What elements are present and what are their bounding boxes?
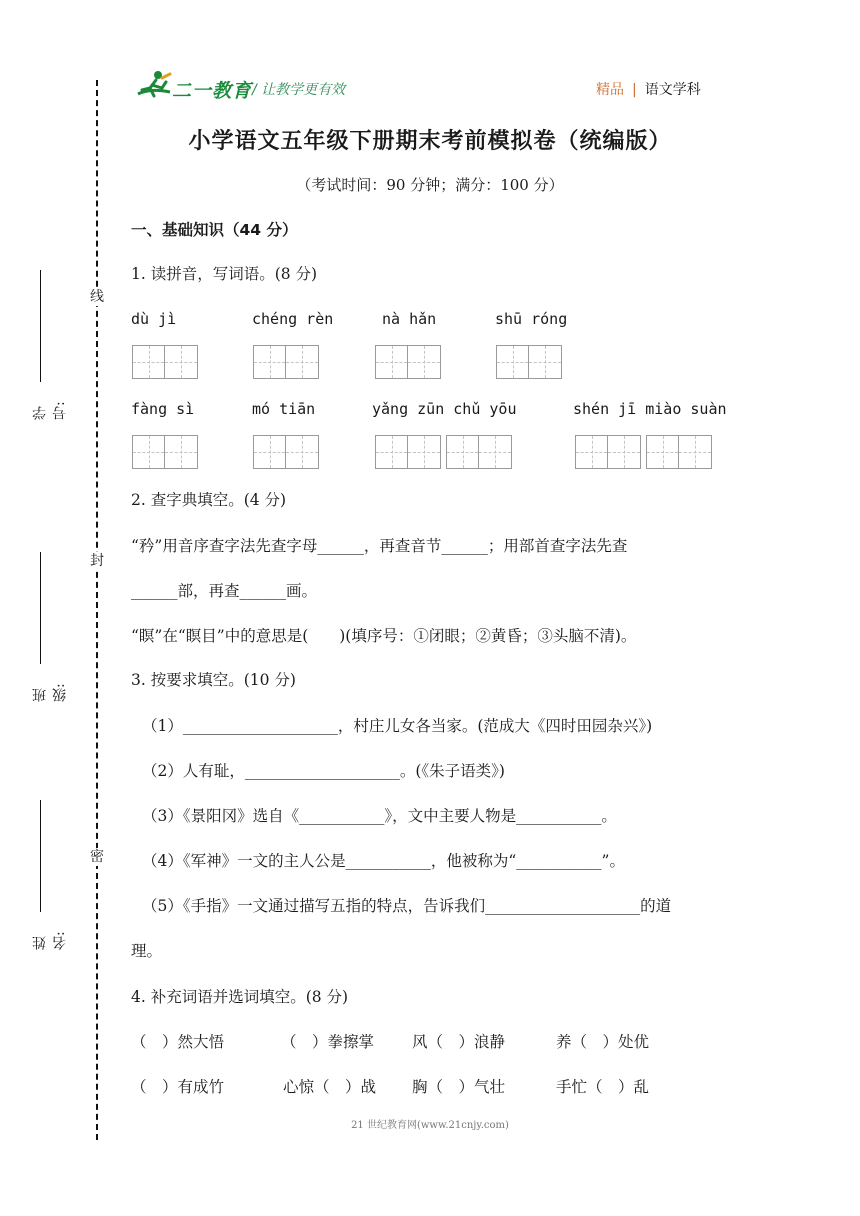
idiom-3: 风（ ）浪静 [412,1033,506,1051]
binding-dashed-line [96,80,98,1140]
grid-cell[interactable] [165,436,197,468]
answer-grid-8b[interactable] [646,435,712,469]
question-3-label: 3. 按要求填空。(10 分) [131,671,296,689]
grid-cell[interactable] [254,346,286,378]
grid-cell[interactable] [165,346,197,378]
grid-cell[interactable] [376,436,408,468]
logo-text: 二一教育 [172,80,253,102]
class-field[interactable] [28,552,68,702]
seal-char-feng: 封 [90,553,104,569]
grid-cell[interactable] [286,436,318,468]
grid-cell[interactable] [408,436,440,468]
grid-cell[interactable] [408,346,440,378]
subject-tag [596,79,701,99]
grid-cell[interactable] [376,346,408,378]
class-underline [40,552,41,664]
page-title: 小学语文五年级下册期末考前模拟卷（统编版） [188,129,672,154]
name-field[interactable] [28,800,68,950]
grid-cell[interactable] [447,436,479,468]
answer-grid-1[interactable] [132,345,198,379]
answer-grid-5[interactable] [132,435,198,469]
grid-cell[interactable] [647,436,679,468]
grid-cell[interactable] [679,436,711,468]
question-4-label: 4. 补充词语并选词填空。(8 分) [131,988,349,1006]
question-1-label: 1. 读拼音，写词语。(8 分) [131,265,318,283]
pinyin-6: mó tiān [252,400,316,418]
question-2-label: 2. 查字典填空。(4 分) [131,491,287,509]
exam-info: （考试时间：90 分钟；满分：100 分） [296,176,564,194]
grid-cell[interactable] [133,346,165,378]
slogan: / 让教学更有效 [252,82,346,98]
tag-separator: | [632,82,637,98]
answer-grid-8a[interactable] [575,435,641,469]
grid-cell[interactable] [254,436,286,468]
answer-grid-6[interactable] [253,435,319,469]
question-3-item-5: （5）《手指》一文通过描写五指的特点，告诉我们____________________的道 [142,897,672,915]
idiom-5: （ ）有成竹 [131,1078,225,1096]
student-id-label: 学号: [32,401,68,420]
question-3-item-4: （4）《军神》一文的主人公是___________，他被称为“___________”。 [142,852,625,870]
pinyin-5: fàng sì [131,400,195,418]
grid-cell[interactable] [286,346,318,378]
answer-grid-7a[interactable] [375,435,441,469]
name-label: 姓名: [32,931,68,950]
subject-label: 语文学科 [644,82,701,98]
question-3-item-3: （3）《景阳冈》选自《___________》，文中主要人物是___________。 [142,807,617,825]
pinyin-1: dù jì [131,310,177,328]
answer-grid-2[interactable] [253,345,319,379]
idiom-8: 手忙（ ）乱 [556,1078,650,1096]
seal-char-mi: 密 [90,849,104,865]
grid-cell[interactable] [497,346,529,378]
seal-char-xian: 线 [90,289,104,305]
question-2-line3: “瞑”在“瞑目”中的意思是( )(填序号：①闭眼；②黄昏；③头脑不清)。 [131,627,637,645]
question-3-item-2: （2）人有耻，____________________。(《朱子语类》) [142,762,505,780]
question-2-line1: “矜”用音序查字法先查字母______，再查音节______；用部首查字法先查 [131,537,628,555]
grid-cell[interactable] [529,346,561,378]
pinyin-3: nà hǎn [382,310,437,328]
student-id-underline [40,270,41,382]
section-heading: 一、基础知识（44 分） [131,221,298,239]
student-id-field[interactable] [28,270,68,420]
grid-cell[interactable] [576,436,608,468]
idiom-2: （ ）拳擦掌 [281,1033,375,1051]
answer-grid-3[interactable] [375,345,441,379]
class-label: 班级: [32,683,68,702]
pinyin-8: shén jī miào suàn [573,400,727,418]
question-3-item-1: （1）____________________，村庄儿女各当家。(范成大《四时田园杂兴》) [142,717,653,735]
question-2-line2: ______部，再查______画。 [131,582,318,600]
footer-source: 21 世纪教育网(www.21cnjy.com) [351,1120,509,1131]
grid-cell[interactable] [479,436,511,468]
idiom-1: （ ）然大悟 [131,1033,225,1051]
idiom-7: 胸（ ）气壮 [412,1078,506,1096]
grid-cell[interactable] [133,436,165,468]
pinyin-7: yǎng zūn chǔ yōu [372,400,517,418]
quality-tag: 精品 [596,82,624,98]
name-underline [40,800,41,912]
idiom-6: 心惊（ ）战 [283,1078,377,1096]
pinyin-2: chéng rèn [252,310,334,328]
idiom-4: 养（ ）处优 [556,1033,650,1051]
answer-grid-7b[interactable] [446,435,512,469]
pinyin-4: shū róng [495,310,568,328]
answer-grid-4[interactable] [496,345,562,379]
grid-cell[interactable] [608,436,640,468]
question-3-item-5-cont: 理。 [131,942,163,960]
